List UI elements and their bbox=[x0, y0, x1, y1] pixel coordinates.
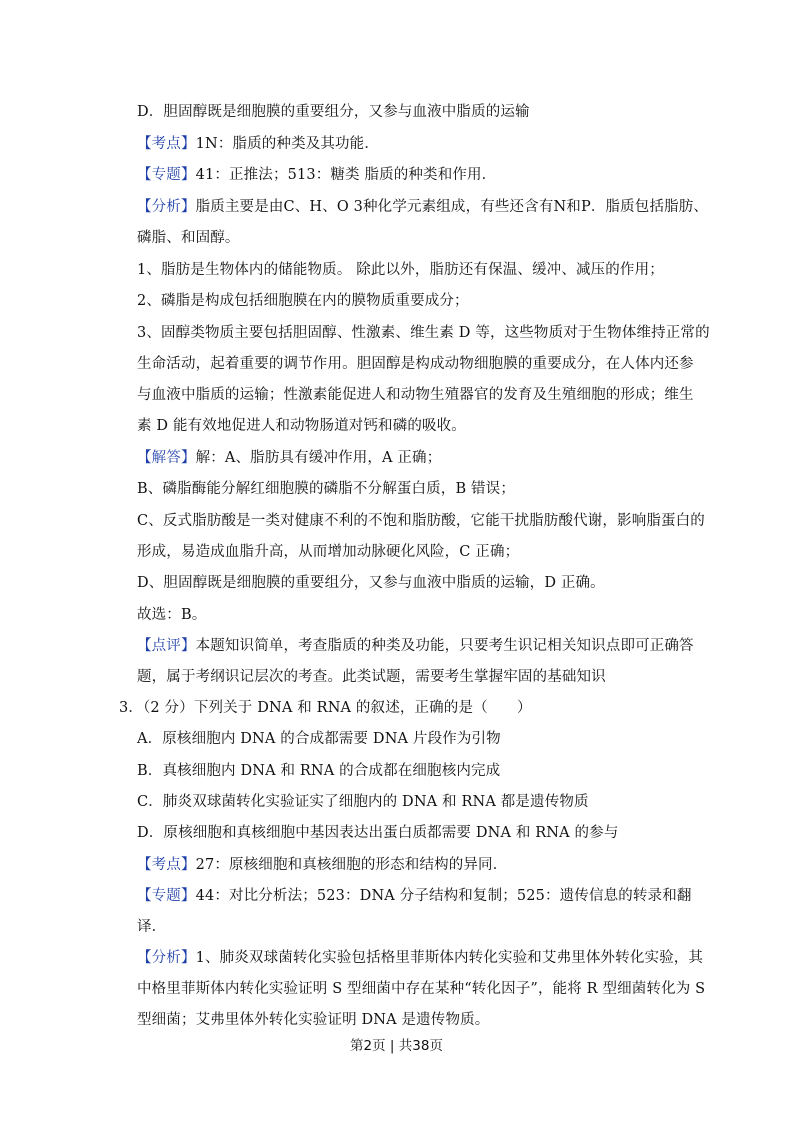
page-footer: 第2页 | 共38页 bbox=[350, 1038, 443, 1054]
dianping-tag: 【点评】 bbox=[137, 638, 196, 654]
text-line: 译． bbox=[137, 919, 167, 935]
jieda-text: 解：A、脂肪具有缓冲作用，A 正确； bbox=[195, 450, 442, 466]
text-line: 型细菌；艾弗里体外转化实验证明 DNA 是遗传物质。 bbox=[137, 1012, 490, 1028]
text-line: 2、磷脂是构成包括细胞膜在内的膜物质重要成分； bbox=[137, 293, 469, 309]
fenxi-line bbox=[137, 948, 704, 968]
kaodian-line bbox=[137, 855, 677, 875]
kaodian-line bbox=[137, 134, 677, 154]
text-line: 1、脂肪是生物体内的储能物质。 除此以外，脂肪还有保温、缓冲、减压的作用； bbox=[137, 262, 664, 278]
text-line: 磷脂、和固醇。 bbox=[137, 230, 240, 246]
fenxi-tag: 【分析】 bbox=[137, 199, 196, 215]
option-d: D．胆固醇既是细胞膜的重要组分，又参与血液中脂质的运输 bbox=[137, 104, 530, 120]
zhuanti-text: 44：对比分析法；523：DNA 分子结构和复制；525：遗传信息的转录和翻 bbox=[195, 888, 692, 904]
kaodian-tag: 【考点】 bbox=[137, 857, 196, 873]
text-line: 与血液中脂质的运输；性激素能促进人和动物生殖器官的发育及生殖细胞的形成；维生 bbox=[137, 387, 694, 403]
option-d: D．原核细胞和真核细胞中基因表达出蛋白质都需要 DNA 和 RNA 的参与 bbox=[137, 825, 619, 841]
question-3-stem: 3．（2 分）下列关于 DNA 和 RNA 的叙述，正确的是（ ） bbox=[119, 700, 532, 716]
text-line: C、反式脂肪酸是一类对健康不利的不饱和脂肪酸，它能干扰脂肪酸代谢，影响脂蛋白的 bbox=[137, 513, 705, 529]
fenxi-text: 1、肺炎双球菌转化实验包括格里菲斯体内转化实验和艾弗里体外转化实验，其 bbox=[195, 950, 704, 966]
option-a: A．原核细胞内 DNA 的合成都需要 DNA 片段作为引物 bbox=[137, 731, 501, 747]
text-line: 生命活动，起着重要的调节作用。胆固醇是构成动物细胞膜的重要成分，在人体内还参 bbox=[137, 356, 694, 372]
option-b: B．真核细胞内 DNA 和 RNA 的合成都在细胞核内完成 bbox=[137, 763, 501, 779]
text-line: 3、固醇类物质主要包括胆固醇、性激素、维生素 D 等，这些物质对于生物体维持正常的 bbox=[137, 325, 710, 341]
zhuanti-line bbox=[137, 886, 692, 906]
fenxi-tag: 【分析】 bbox=[137, 950, 196, 966]
text-line: B、磷脂酶能分解红细胞膜的磷脂不分解蛋白质，B 错误； bbox=[137, 481, 515, 497]
dianping-text: 本题知识简单，考查脂质的种类及功能，只要考生识记相关知识点即可正确答 bbox=[195, 638, 694, 654]
kaodian-tag: 【考点】 bbox=[137, 136, 196, 152]
zhuanti-tag: 【专题】 bbox=[137, 888, 196, 904]
text-line: 素 D 能有效地促进人和动物肠道对钙和磷的吸收。 bbox=[137, 418, 466, 434]
fenxi-text: 脂质主要是由C、H、O 3种化学元素组成，有些还含有N和P．脂质包括脂肪、 bbox=[195, 199, 709, 215]
jieda-line bbox=[137, 448, 677, 468]
fenxi-line bbox=[137, 197, 709, 217]
text-line: D、胆固醇既是细胞膜的重要组分，又参与血液中脂质的运输，D 正确。 bbox=[137, 575, 605, 591]
text-line: 形成，易造成血脂升高，从而增加动脉硬化风险，C 正确； bbox=[137, 544, 520, 560]
kaodian-text: 27：原核细胞和真核细胞的形态和结构的异同． bbox=[195, 857, 508, 873]
text-line: 故选：B。 bbox=[137, 607, 207, 623]
kaodian-text: 1N：脂质的种类及其功能． bbox=[195, 136, 379, 152]
dianping-line bbox=[137, 636, 694, 656]
text-line: 中格里菲斯体内转化实验证明 S 型细菌中存在某种“转化因子”，能将 R 型细菌转化为 S bbox=[137, 981, 706, 997]
zhuanti-tag: 【专题】 bbox=[137, 167, 196, 183]
text-line: 题，属于考纲识记层次的考查。此类试题，需要考生掌握牢固的基础知识 bbox=[137, 669, 606, 685]
jieda-tag: 【解答】 bbox=[137, 450, 196, 466]
zhuanti-text: 41：正推法；513：糖类 脂质的种类和作用． bbox=[195, 167, 497, 183]
zhuanti-line bbox=[137, 165, 677, 185]
option-c: C．肺炎双球菌转化实验证实了细胞内的 DNA 和 RNA 都是遗传物质 bbox=[137, 794, 589, 810]
